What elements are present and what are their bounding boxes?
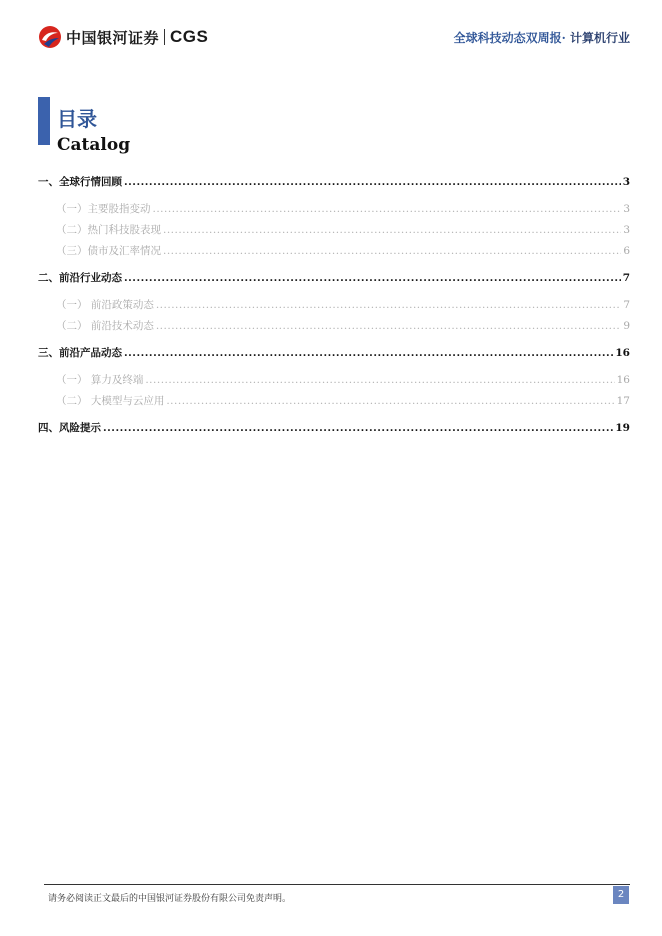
toc-entry-product-trends[interactable]: [38, 345, 630, 360]
toc-entry-page: 16: [616, 374, 630, 386]
toc-entry-page: 16: [615, 347, 630, 359]
toc-leader-dots: [124, 176, 621, 188]
toc-leader-dots: [166, 395, 614, 407]
cgs-logo-icon: [38, 25, 62, 49]
toc-entry-label: 二、前沿行业动态: [38, 272, 122, 284]
toc-leader-dots: [163, 245, 621, 257]
toc-entry-page: 3: [623, 224, 630, 236]
toc-entry-tech-stocks[interactable]: [38, 222, 630, 237]
industry-label: 计算机行业: [569, 31, 630, 45]
page-number: 2: [613, 886, 629, 904]
footer-divider: [44, 884, 630, 885]
toc-entry-llm-cloud[interactable]: [38, 393, 630, 408]
toc-entry-page: 19: [615, 422, 630, 434]
toc-entry-industry-trends[interactable]: [38, 270, 630, 285]
toc-entry-label: （一） 前沿政策动态: [56, 299, 154, 311]
toc-leader-dots: [103, 422, 613, 434]
toc-entry-label: （三）债市及汇率情况: [56, 245, 161, 257]
footer-disclaimer: 请务必阅读正文最后的中国银河证券股份有限公司免责声明。: [48, 894, 292, 904]
toc-entry-label: （二） 大模型与云应用: [56, 395, 165, 407]
toc-leader-dots: [124, 347, 613, 359]
toc-entry-page: 7: [622, 272, 630, 284]
toc-entry-major-indices[interactable]: [38, 201, 630, 216]
toc-entry-label: （一）主要股指变动: [56, 203, 151, 215]
toc-entry-compute-devices[interactable]: [38, 372, 630, 387]
toc-entry-label: 三、前沿产品动态: [38, 347, 122, 359]
toc-entry-global-market-review[interactable]: [38, 174, 630, 189]
page-title-cn: 目录: [57, 107, 97, 131]
toc-entry-page: 17: [616, 395, 630, 407]
report-series: 全球科技动态双周报·: [453, 31, 566, 45]
toc-leader-dots: [156, 320, 621, 332]
toc-entry-tech-trends[interactable]: [38, 318, 630, 333]
toc-entry-label: 四、风险提示: [38, 422, 101, 434]
toc-leader-dots: [153, 203, 622, 215]
toc-leader-dots: [163, 224, 621, 236]
toc-entry-label: （一） 算力及终端: [56, 374, 144, 386]
logo-divider: [164, 29, 165, 45]
company-logo: [38, 24, 208, 50]
toc-entry-policy-trends[interactable]: [38, 297, 630, 312]
toc-entry-label: （二） 前沿技术动态: [56, 320, 154, 332]
toc-entry-bonds-fx[interactable]: [38, 243, 630, 258]
page-header: [0, 0, 662, 60]
toc-entry-page: 3: [623, 203, 630, 215]
toc-entry-label: （二）热门科技股表现: [56, 224, 161, 236]
toc-leader-dots: [156, 299, 621, 311]
logo-chinese-name: 中国银河证券: [66, 28, 160, 47]
toc-entry-page: 9: [623, 320, 630, 332]
toc-entry-risk-warning[interactable]: [38, 420, 630, 435]
toc-leader-dots: [124, 272, 621, 284]
toc-entry-label: 一、全球行情回顾: [38, 176, 122, 188]
toc-leader-dots: [145, 374, 614, 386]
logo-english-name: CGS: [170, 27, 209, 46]
toc-entry-page: 6: [623, 245, 630, 257]
report-series-label: [454, 29, 630, 46]
title-accent-bar: [38, 97, 50, 145]
toc-entry-page: 3: [622, 176, 630, 188]
page-title-en: Catalog: [57, 135, 131, 155]
toc-entry-page: 7: [623, 299, 630, 311]
